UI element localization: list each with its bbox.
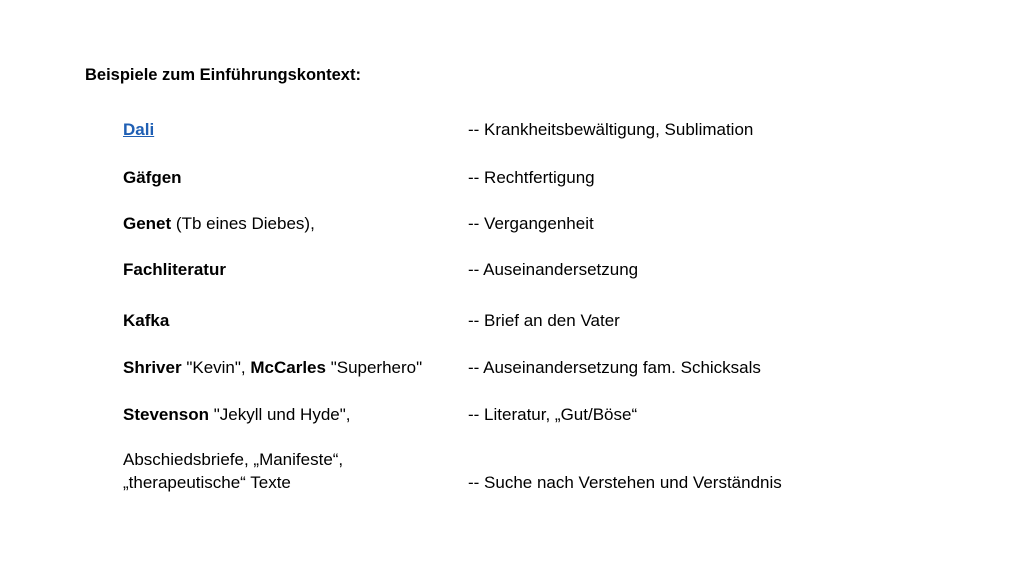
fachliteratur-name: Fachliteratur <box>123 260 226 279</box>
row-fachliteratur-right: -- Auseinandersetzung <box>468 260 639 279</box>
row-abschiedsbriefe-line2: „therapeutische“ Texte <box>123 473 291 492</box>
row-shriver-right: -- Auseinandersetzung fam. Schicksals <box>468 358 761 377</box>
row-fachliteratur-left <box>123 259 226 281</box>
row-genet-right: -- Vergangenheit <box>468 214 594 233</box>
shriver-title: "Kevin", <box>181 358 251 377</box>
row-genet-left <box>123 213 315 235</box>
row-kafka-right: -- Brief an den Vater <box>468 311 620 330</box>
row-abschiedsbriefe-right: -- Suche nach Verstehen und Verständnis <box>468 473 782 492</box>
mccarles-title: "Superhero" <box>325 358 423 377</box>
row-shriver-left <box>123 357 422 379</box>
row-abschiedsbriefe-line1: Abschiedsbriefe, „Manifeste“, <box>123 450 344 469</box>
row-stevenson-right: -- Literatur, „Gut/Böse“ <box>468 405 638 424</box>
gaefgen-name: Gäfgen <box>123 168 182 187</box>
row-gaefgen-left <box>123 167 182 189</box>
row-stevenson-left <box>123 404 351 426</box>
genet-name: Genet <box>123 214 172 233</box>
kafka-name: Kafka <box>123 311 170 330</box>
row-kafka-left <box>123 310 169 332</box>
slide-heading: Beispiele zum Einführungskontext: <box>85 66 361 84</box>
mccarles-name: McCarles <box>250 358 326 377</box>
dali-link[interactable]: Dali <box>123 120 155 139</box>
stevenson-title: "Jekyll und Hyde", <box>208 405 351 424</box>
row-dali-left <box>123 119 154 141</box>
shriver-name: Shriver <box>123 358 182 377</box>
row-dali-right: -- Krankheitsbewältigung, Sublimation <box>468 120 754 139</box>
genet-detail: (Tb eines Diebes), <box>171 214 315 233</box>
stevenson-name: Stevenson <box>123 405 209 424</box>
row-gaefgen-right: -- Rechtfertigung <box>468 168 595 187</box>
